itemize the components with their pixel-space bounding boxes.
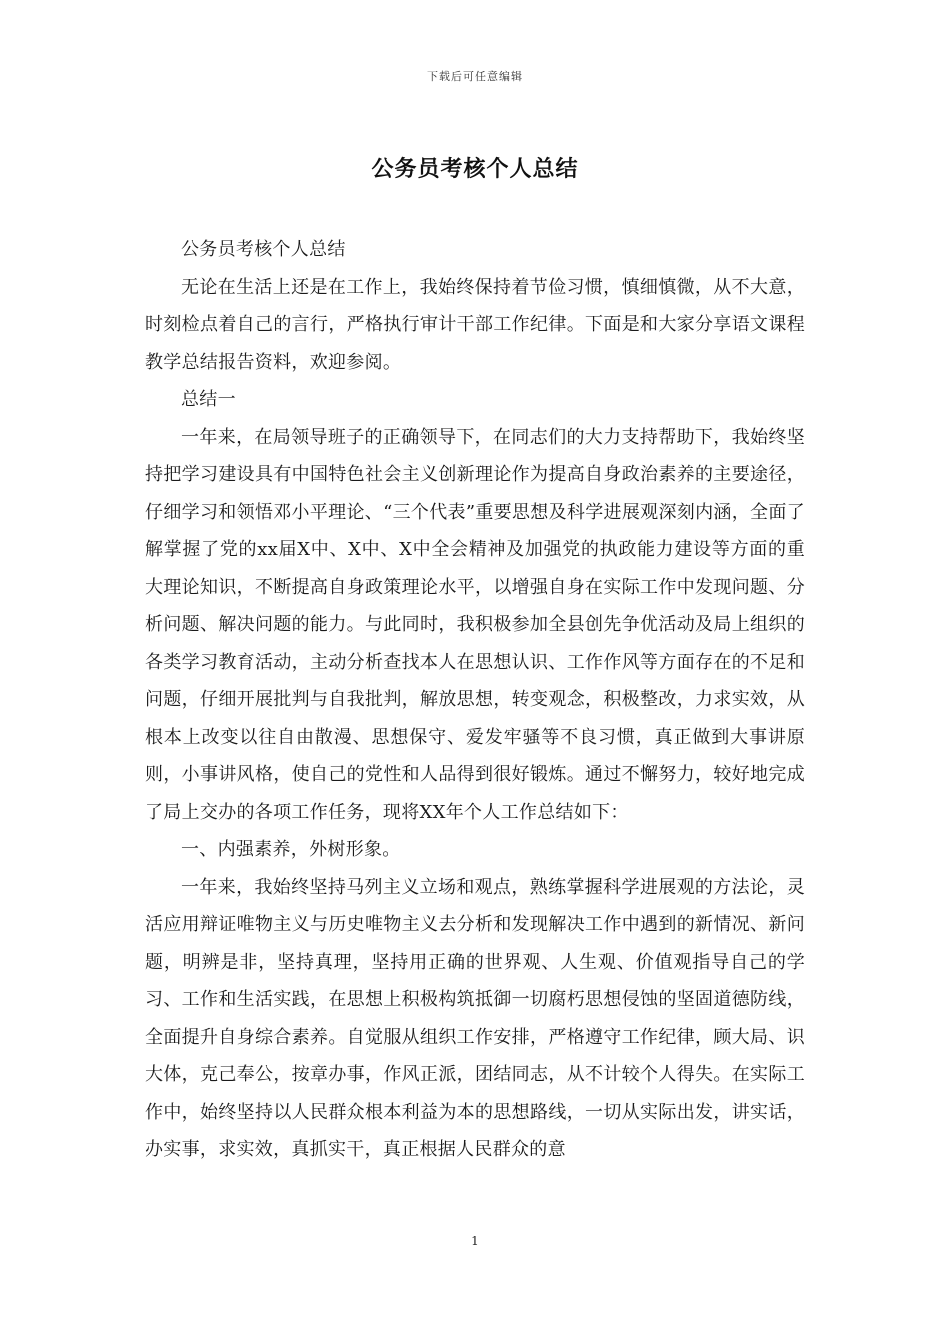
paragraph-subtitle: 公务员考核个人总结 xyxy=(181,239,346,260)
paragraph-intro: 无论在生活上还是在工作上，我始终保持着节俭习惯，慎细慎微，从不大意，时刻检点着自己的言行，严格执行审计干部工作纪律。下面是和大家分享语文课程教学总结报告资料，欢迎参阅。 xyxy=(145,276,805,373)
section-heading-inner-quality: 一、内强素养，外树形象。 xyxy=(181,839,401,860)
section-heading-summary-one: 总结一 xyxy=(181,389,236,410)
header-note: 下载后可任意编辑 xyxy=(427,70,523,83)
document-title: 公务员考核个人总结 xyxy=(371,156,579,182)
document-body xyxy=(145,231,805,1169)
paragraph-year-overview: 一年来，在局领导班子的正确领导下，在同志们的大力支持帮助下，我始终坚持把学习建设具有中国特色社会主义创新理论作为提高自身政治素养的主要途径，仔细学习和领悟邓小平理论、“三个代表”重要思想及科学进展观深刻内涵，全面了解掌握了党的xx届X中、X中、X中全会精神及加强党的执政能力建设等方面的重大理论知识，不断提高自身政策理论水平，以增强自身在实际工作中发现问题、分析问题、解决问题的能力。与此同时，我积极参加全县创先争优活动及局上组织的各类学习教育活动，主动分析查找本人在思想认识、工作作风等方面存在的不足和问题，仔细开展批判与自我批判，解放思想，转变观念，积极整改，力求实效，从根本上改变以往自由散漫、思想保守、爱发牢骚等不良习惯，真正做到大事讲原则，小事讲风格，使自己的党性和人品得到很好锻炼。通过不懈努力，较好地完成了局上交办的各项工作任务，现将XX年个人工作总结如下： xyxy=(145,426,805,823)
page-number: 1 xyxy=(471,1234,479,1248)
paragraph-inner-quality: 一年来，我始终坚持马列主义立场和观点，熟练掌握科学进展观的方法论，灵活应用辩证唯物主义与历史唯物主义去分析和发现解决工作中遇到的新情况、新问题，明辨是非，坚持真理，坚持用正确的世界观、人生观、价值观指导自己的学习、工作和生活实践，在思想上积极构筑抵御一切腐朽思想侵蚀的坚固道德防线，全面提升自身综合素养。自觉服从组织工作安排，严格遵守工作纪律，顾大局、识大体，克己奉公，按章办事，作风正派，团结同志，从不计较个人得失。在实际工作中，始终坚持以人民群众根本利益为本的思想路线，一切从实际出发，讲实话，办实事，求实效，真抓实干，真正根据人民群众的意 xyxy=(145,876,805,1160)
